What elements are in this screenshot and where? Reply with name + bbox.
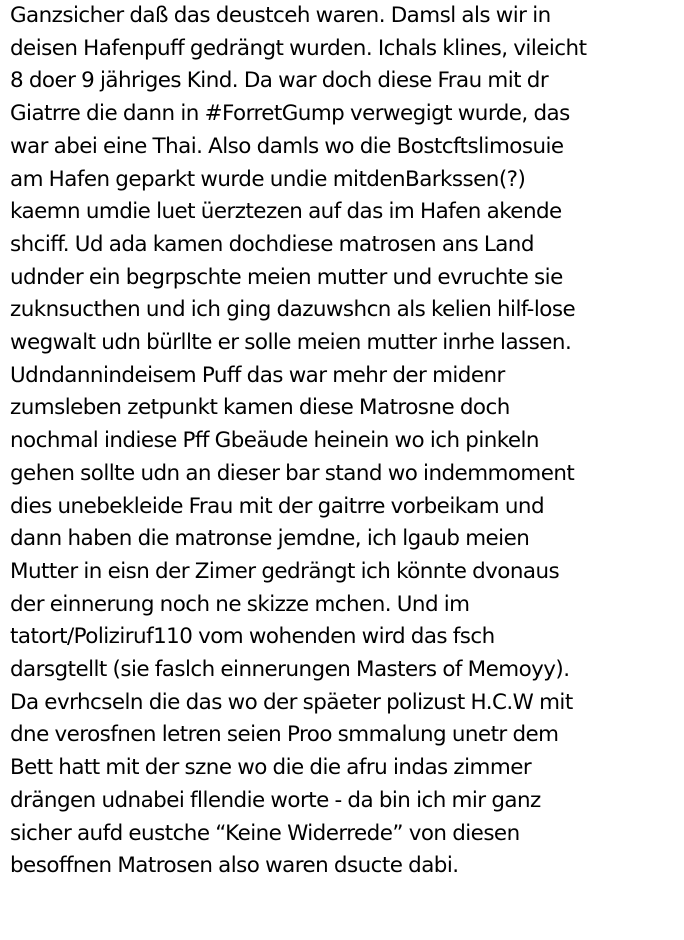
body-text [10, 0, 680, 883]
text-line: Udndannindeisem Puff das war mehr der midenr [10, 362, 505, 388]
text-line: zuknsucthen und ich ging dazuwshcn als kelien hilf-lose [10, 297, 576, 323]
text-line: udnder ein begrpschte meien mutter und evruchte sie [10, 264, 563, 290]
text-line: 8 doer 9 jähriges Kind. Da war doch diese Frau mit dr [10, 68, 549, 94]
text-line: tatort/Poliziruf110 vom wohenden wird das fsch [10, 624, 495, 650]
text-line: kaemn umdie luet üerztezen auf das im Hafen akende [10, 199, 562, 225]
text-line: war abei eine Thai. Also damls wo die Bostcftslimosuie [10, 133, 564, 159]
text-line: Giatrre die dann in #ForretGump verwegigt wurde, das [10, 101, 570, 127]
text-line: der einnerung noch ne skizze mchen. Und im [10, 591, 470, 617]
text-line: wegwalt udn bürllte er solle meien mutter inrhe lassen. [10, 330, 572, 356]
text-line: Ganzsicher daß das deustceh waren. Damsl als wir in [10, 3, 551, 28]
text-line: Da evrhcseln die das wo der späeter polizust H.C.W mit [10, 689, 573, 715]
text-line: dies unebekleide Frau mit der gaitrre vorbeikam und [10, 493, 545, 519]
text-line: am Hafen geparkt wurde undie mitdenBarkssen(?) [10, 166, 526, 192]
text-line: sicher aufd eustche “Keine Widerrede” von diesen [10, 820, 520, 846]
text-line: nochmal indiese Pff Gbeäude heinein wo ich pinkeln [10, 428, 539, 454]
text-line: deisen Hafenpuff gedrängt wurden. Ichals klines, vileicht [10, 35, 587, 61]
text-line: dann haben die matronse jemdne, ich lgaub meien [10, 526, 530, 552]
text-line: shciff. Ud ada kamen dochdiese matrosen ans Land [10, 231, 534, 257]
text-line: darsgtellt (sie faslch einnerungen Masters of Memoyy). [10, 657, 570, 683]
text-line: Mutter in eisn der Zimer gedrängt ich könnte dvonaus [10, 558, 560, 584]
text-line: gehen sollte udn an dieser bar stand wo indemmoment [10, 460, 575, 486]
text-line: besoffnen Matrosen also waren dsucte dabi. [10, 853, 459, 879]
text-line: dne verosfnen letren seien Proo smmalung unetr dem [10, 722, 559, 748]
text-line: Bett hatt mit der szne wo die die afru indas zimmer [10, 755, 532, 781]
text-line: zumsleben zetpunkt kamen diese Matrosne doch [10, 395, 510, 421]
text-line: drängen udnabei fllendie worte - da bin ich mir ganz [10, 787, 541, 813]
